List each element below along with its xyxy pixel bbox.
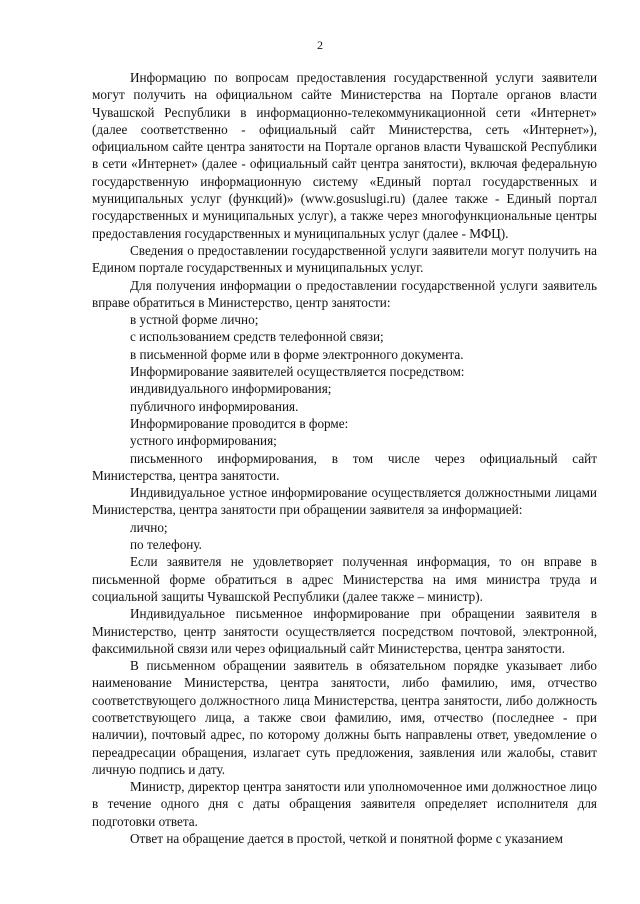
paragraph-informing-form: Информирование проводится в форме: [130,415,349,431]
list-item-oral: в устной форме лично; [130,312,259,328]
paragraph-written-informing: Индивидуальное письменное информирование при обращении заявителя в Министерство, центр занятости осуществляется посредством почтовой, электронной, факсимильной связи или через официальный сайт Министерства, центра занятости. [92,606,597,656]
document-body [92,69,597,847]
list-item-by-phone: по телефону. [130,537,202,553]
page-number: 2 [317,38,323,52]
list-item-oral-informing: устного информирования; [130,433,277,449]
list-item-in-person: лично; [130,519,168,535]
paragraph-how-to-apply: Для получения информации о предоставлении государственной услуги заявитель вправе обратиться в Министерство, центр занятости: [92,277,597,310]
list-item-public: публичного информирования. [130,398,299,414]
paragraph-informing-means: Информирование заявителей осуществляется посредством: [130,364,465,380]
paragraph-unified-portal: Сведения о предоставлении государственной услуги заявители могут получить на Едином портале государственных и муниципальных услуг. [92,242,597,276]
paragraph-written-request: В письменном обращении заявитель в обязательном порядке указывает либо наименование Министерства, центра занятости, либо фамилию, имя, отчество соответствующего должностного лица Министерства, центра занятости, либо должность соответствующего лица, а также свои фамилию, имя, отчество (последнее - при наличии), почтовый адрес, по которому должны быть направлены ответ, уведомление о переадресации обращения, излагает суть предложения, заявления или жалобы, ставит личную подпись и дату. [92,658,597,777]
paragraph-info-sources: Информацию по вопросам предоставления государственной услуги заявители могут получить на официальном сайте Министерства на Портале органов власти Чувашской Республики в информационно-телекоммуникационной сети «Интернет» (далее соответственно - официальный сайт Министерства, сеть «Интернет»), официальном сайте центра занятости на Портале органов власти Чувашской Республики в сети «Интернет» (далее - официальный сайт центра занятости), включая федеральную государственную информационную систему «Единый портал государственных и муниципальных услуг (функций)» (www.gosuslugi.ru) (далее также - Единый портал государственных и муниципальных услуг), а также через многофункциональные центры предоставления государственных и муниципальных услуг (далее - МФЦ). [92,70,597,241]
list-item-written-informing: письменного информирования, в том числе через официальный сайт Министерства, центра занятости. [92,450,597,483]
paragraph-not-satisfied: Если заявителя не удовлетворяет полученная информация, то он вправе в письменной форме обратиться в адрес Министерства на имя министра труда и социальной защиты Чувашской Республики (далее также – министр). [92,554,597,604]
list-item-individual: индивидуального информирования; [130,381,332,397]
list-item-written: в письменной форме или в форме электронного документа. [130,346,464,362]
paragraph-answer: Ответ на обращение дается в простой, четкой и понятной форме с указанием [130,831,563,847]
paragraph-executor: Министр, директор центра занятости или уполномоченное ими должностное лицо в течение одного дня с даты обращения заявителя определяет исполнителя для подготовки ответа. [92,779,597,829]
list-item-phone: с использованием средств телефонной связи; [130,329,384,345]
paragraph-oral-informing: Индивидуальное устное информирование осуществляется должностными лицами Министерства, центра занятости при обращении заявителя за информацией: [92,485,597,518]
